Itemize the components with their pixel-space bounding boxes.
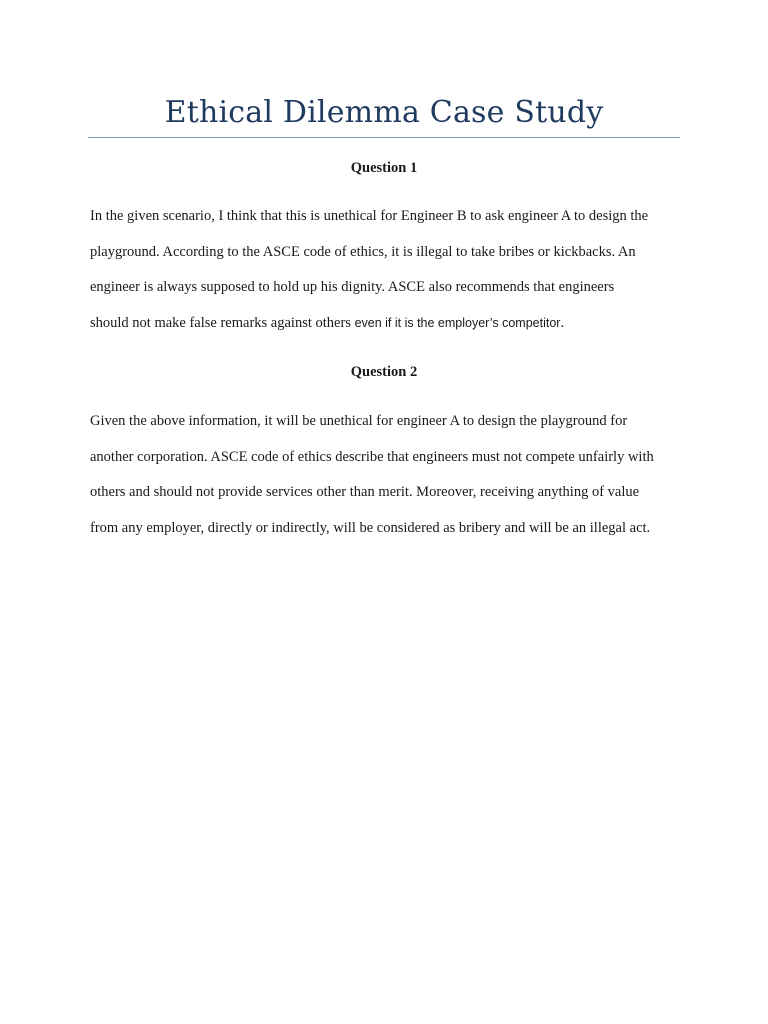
- question-2-heading: Question 2: [350, 364, 418, 380]
- differently-formatted-run: even if it is the employer’s competitor: [354, 315, 561, 330]
- document-title: Ethical Dilemma Case Study: [164, 95, 604, 130]
- paragraph-line: from any employer, directly or indirectly, will be considered as bribery and will be an illegal act.: [90, 519, 651, 536]
- paragraph-line: Given the above information, it will be unethical for engineer A to design the playground for: [90, 413, 628, 429]
- paragraph-line: engineer is always supposed to hold up his dignity. ASCE also recommends that engineers: [90, 279, 615, 295]
- question-2-paragraph: [90, 412, 690, 554]
- question-1-paragraph: [90, 207, 690, 349]
- paragraph-line: another corporation. ASCE code of ethics describe that engineers must not compete unfairly with: [90, 448, 654, 465]
- title-underline: [88, 137, 680, 138]
- line-period: .: [560, 314, 565, 331]
- paragraph-line: playground. According to the ASCE code of ethics, it is illegal to take bribes or kickbacks. An: [90, 243, 636, 260]
- question-1-heading: Question 1: [350, 160, 418, 176]
- paragraph-line: In the given scenario, I think that this is unethical for Engineer B to ask engineer A to design the: [90, 208, 649, 224]
- paragraph-last-line: [90, 314, 690, 350]
- paragraph-line: others and should not provide services other than merit. Moreover, receiving anything of value: [90, 484, 640, 500]
- line-text: should not make false remarks against others: [90, 314, 355, 331]
